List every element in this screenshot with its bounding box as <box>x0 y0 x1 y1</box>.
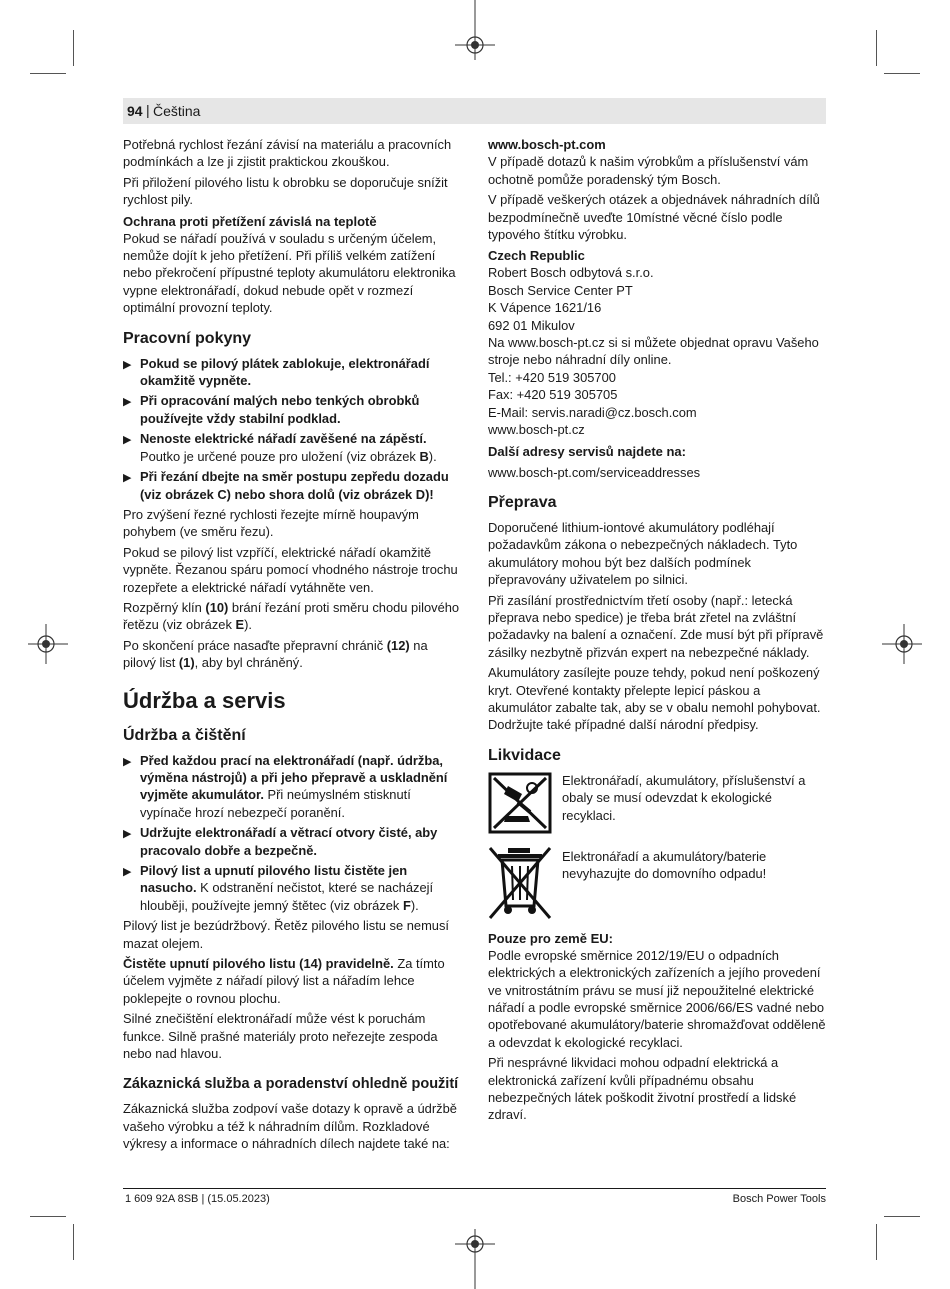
page-number: 94 <box>127 103 143 119</box>
service-addresses-link[interactable]: www.bosch-pt.com/serviceaddresses <box>488 464 701 480</box>
address-block <box>488 264 826 334</box>
paragraph: Při přiložení pilového listu k obrobku se doporučuje snížit rychlost pily. <box>123 174 448 208</box>
recycle-text: Elektronářadí, akumulátory, příslušenství a obaly se musí odevzdat k ekologické recyklaci. <box>562 772 806 823</box>
bullet-bold-text: Při opracování malých nebo tenkých obrobků používejte vždy stabilní podklad. <box>140 393 420 426</box>
bullet-text: ). <box>410 897 419 913</box>
bin-row <box>488 844 826 922</box>
bullet-bold-text: Při řezání dbejte na směr postupu zepředu dozadu (viz obrázek C) nebo shora dolů (viz obrázek D)! <box>140 469 449 502</box>
paragraph: Po skončení práce nasaďte přepravní chránič (12) na pilový list (1), aby byl chráněný. <box>123 637 428 671</box>
bullet-bold-text: Udržujte elektronářadí a větrací otvory čisté, aby pracovalo dobře a bezpečně. <box>140 825 438 858</box>
bullet-bold-text: Pilový list a upnutí pilového listu čistěte jen nasucho. <box>140 863 408 896</box>
recycle-row <box>488 772 826 838</box>
paragraph: Pilový list je bezúdržbový. Řetěz pilového listu se nemusí mazat olejem. <box>123 918 449 951</box>
paragraph: Pro zvýšení řezné rychlosti řezejte mírně houpavým pohybem (ve směru řezu). <box>123 506 419 540</box>
paragraph: Čistěte upnutí pilového listu (14) pravidelně. Za tímto účelem vyjměte z nářadí pilový list a nářadím lehce poklepejte o rovnou plochu. <box>123 956 445 1006</box>
bullet-bold-text: Před každou prací na elektronářadí (např. údržba, výměna nástrojů) a při jeho přepravě a uskladnění vyjměte akumulátor. <box>140 752 448 803</box>
bullet-text: K odstranění nečistot, které se nacházejí hlouběji, používejte jemný štětec (viz obrázek <box>140 880 434 913</box>
crop-mark <box>876 1224 877 1260</box>
page-header <box>123 98 826 124</box>
chapter-heading-maintenance: Údržba a servis <box>123 687 286 713</box>
paragraph: Silné znečištění elektronářadí může vést k poruchám funkce. Silně prašné materiály proto neřezejte zespoda nebo nad hlavou. <box>123 1011 438 1062</box>
crop-mark <box>876 30 877 66</box>
bullet-item <box>123 430 461 465</box>
page-footer <box>123 1188 826 1205</box>
address-line: Robert Bosch odbytová s.r.o. <box>488 265 654 281</box>
figure-ref: B <box>419 448 429 464</box>
registration-mark-icon <box>455 0 495 60</box>
triangle-bullet-icon: ▶ <box>123 755 132 768</box>
triangle-bullet-icon: ▶ <box>123 434 132 447</box>
bullet-bold-text: Nenoste elektrické nářadí zavěšené na zápěstí. <box>140 431 427 447</box>
registration-mark-icon <box>455 1229 495 1289</box>
paragraph: V případě dotazů k našim výrobkům a příslušenství vám ochotně pomůže poradenský tým Bosch. <box>488 154 809 187</box>
brand-footer: Bosch Power Tools <box>732 1193 826 1205</box>
phone-line: Tel.: +420 519 305700 <box>488 369 616 385</box>
triangle-bullet-icon: ▶ <box>123 866 132 878</box>
figure-ref: F <box>402 897 411 913</box>
crop-mark <box>30 1216 66 1217</box>
section-heading-transport: Přeprava <box>488 493 557 511</box>
triangle-bullet-icon: ▶ <box>123 396 132 409</box>
crossed-bin-icon <box>488 844 552 920</box>
bullet-bold-text: Pokud se pilový plátek zablokuje, elektronářadí okamžitě vypněte. <box>140 355 430 389</box>
left-column <box>123 136 461 1156</box>
bullet-item <box>123 824 461 859</box>
triangle-bullet-icon: ▶ <box>123 472 132 485</box>
recycle-tools-icon <box>488 772 552 834</box>
bullet-item <box>123 355 461 390</box>
contact-block <box>488 369 826 439</box>
bosch-url-link[interactable]: www.bosch-pt.com <box>488 137 606 152</box>
bullet-text: Poutko je určené pouze pro uložení (viz obrázek <box>140 448 420 464</box>
address-line: K Vápence 1621/16 <box>488 300 602 316</box>
bullet-item <box>123 392 461 427</box>
bullet-text: Při neúmyslném stisknutí vypínače hrozí nebezpečí poranění. <box>140 787 411 820</box>
section-heading-overload: Ochrana proti přetížení závislá na teplotě <box>123 213 377 229</box>
triangle-bullet-icon: ▶ <box>123 358 132 371</box>
crop-mark <box>30 73 66 74</box>
document-number: 1 609 92A 8SB | (15.05.2023) <box>125 1193 270 1205</box>
bullet-item <box>123 752 461 822</box>
paragraph: V případě veškerých otázek a objednávek náhradních dílů bezpodmínečně uveďte 10místné věcné číslo podle typového štítku výrobku. <box>488 192 820 243</box>
header-language: Čeština <box>153 103 201 119</box>
section-heading-country: Czech Republic <box>488 248 585 264</box>
paragraph: Doporučené lithium-iontové akumulátory podléhají požadavkům zákona o nebezpečných nákladech. Tyto akumulátory mohou být bez dalších podmínek přepravovány uživatelem po silnici. <box>488 519 798 588</box>
right-column <box>488 136 826 1127</box>
address-line: 692 01 Mikulov <box>488 317 575 333</box>
bullet-item <box>123 862 461 914</box>
section-heading-addresses: Další adresy servisů najdete na: <box>488 443 686 459</box>
bullet-item <box>123 468 461 503</box>
section-heading-work: Pracovní pokyny <box>123 329 252 347</box>
paragraph: Při nesprávné likvidaci mohou odpadní elektrická a elektronická zařízení kvůli případnému obsahu nebezpečných látek poškodit životní prostředí a lidské zdraví. <box>488 1055 797 1123</box>
section-heading-disposal: Likvidace <box>488 746 561 764</box>
triangle-bullet-icon: ▶ <box>123 828 132 841</box>
section-heading-service: Zákaznická služba a poradenství ohledně použití <box>123 1076 459 1093</box>
email-link[interactable]: E-Mail: servis.naradi@cz.bosch.com <box>488 404 697 420</box>
paragraph: Rozpěrný klín (10) brání řezání proti směru chodu pilového řetězu (viz obrázek E). <box>123 599 460 633</box>
bin-text: Elektronářadí a akumulátory/baterie nevyhazujte do domovního odpadu! <box>562 848 767 882</box>
address-line: Bosch Service Center PT <box>488 282 633 298</box>
paragraph: Akumulátory zasílejte pouze tehdy, pokud není poškozený kryt. Otevřené kontakty přelepte lepicí páskou a akumulátor zabalte tak, aby se v obalu nemohl pohybovat. Dodržujte také případné další národní předpisy. <box>488 665 821 733</box>
section-heading-eu: Pouze pro země EU: <box>488 930 613 946</box>
crop-mark <box>884 73 920 74</box>
fax-line: Fax: +420 519 305705 <box>488 387 618 403</box>
paragraph: Pokud se pilový list vzpříčí, elektrické nářadí okamžitě vypněte. Řezanou spáru pomocí vhodného nástroje trochu rozepřete a elektrické nářadí vytáhněte ven. <box>123 544 458 595</box>
registration-mark-icon <box>28 624 68 664</box>
section-heading-cleaning: Údržba a čištění <box>123 726 246 744</box>
crop-mark <box>884 1216 920 1217</box>
crop-mark <box>73 1224 74 1260</box>
crop-mark <box>73 30 74 66</box>
paragraph: Při zasílání prostřednictvím třetí osoby (např.: letecká přeprava nebo spedice) je třeba brát zřetel na zvláštní požadavky na balení a označení. Zde musí být při přípravě zásilky nezbytně přizván expert na nebezpečné náklady. <box>488 592 824 660</box>
paragraph: Podle evropské směrnice 2012/19/EU o odpadních elektrických a elektronických zařízeních a jejího provedení ve vnitrostátním právu se musí již nepoužitelné elektrické nářadí a podle evropské směrnice 2006/66/ES vadné nebo opotřebované akumulátory/baterie shromažďovat odděleně a odevzdat k ekologické recyklaci. <box>488 947 826 1050</box>
paragraph: Pokud se nářadí používá v souladu s určeným účelem, nemůže dojít k jeho přetížení. Při příliš velkém zatížení nebo překročení přípustné teploty akumulátoru elektronika vypne elektronářadí, dokud nebude opět v rozmezí optimální provozní teploty. <box>123 230 456 316</box>
paragraph: Potřebná rychlost řezání závisí na materiálu a pracovních podmínkách a lze ji zjistit praktickou zkouškou. <box>123 137 452 170</box>
paragraph: Zákaznická služba zodpoví vaše dotazy k opravě a údržbě vašeho výrobku a též k náhradním dílům. Rozkladové výkresy a informace o náhradních dílech najdete také na: <box>123 1101 457 1152</box>
header-separator: | <box>146 102 150 118</box>
registration-mark-icon <box>882 624 922 664</box>
paragraph: Na www.bosch-pt.cz si si můžete objednat opravu Vašeho stroje nebo náhradní díly online. <box>488 335 819 368</box>
website-link[interactable]: www.bosch-pt.cz <box>488 422 585 438</box>
bullet-text: ). <box>428 448 437 464</box>
